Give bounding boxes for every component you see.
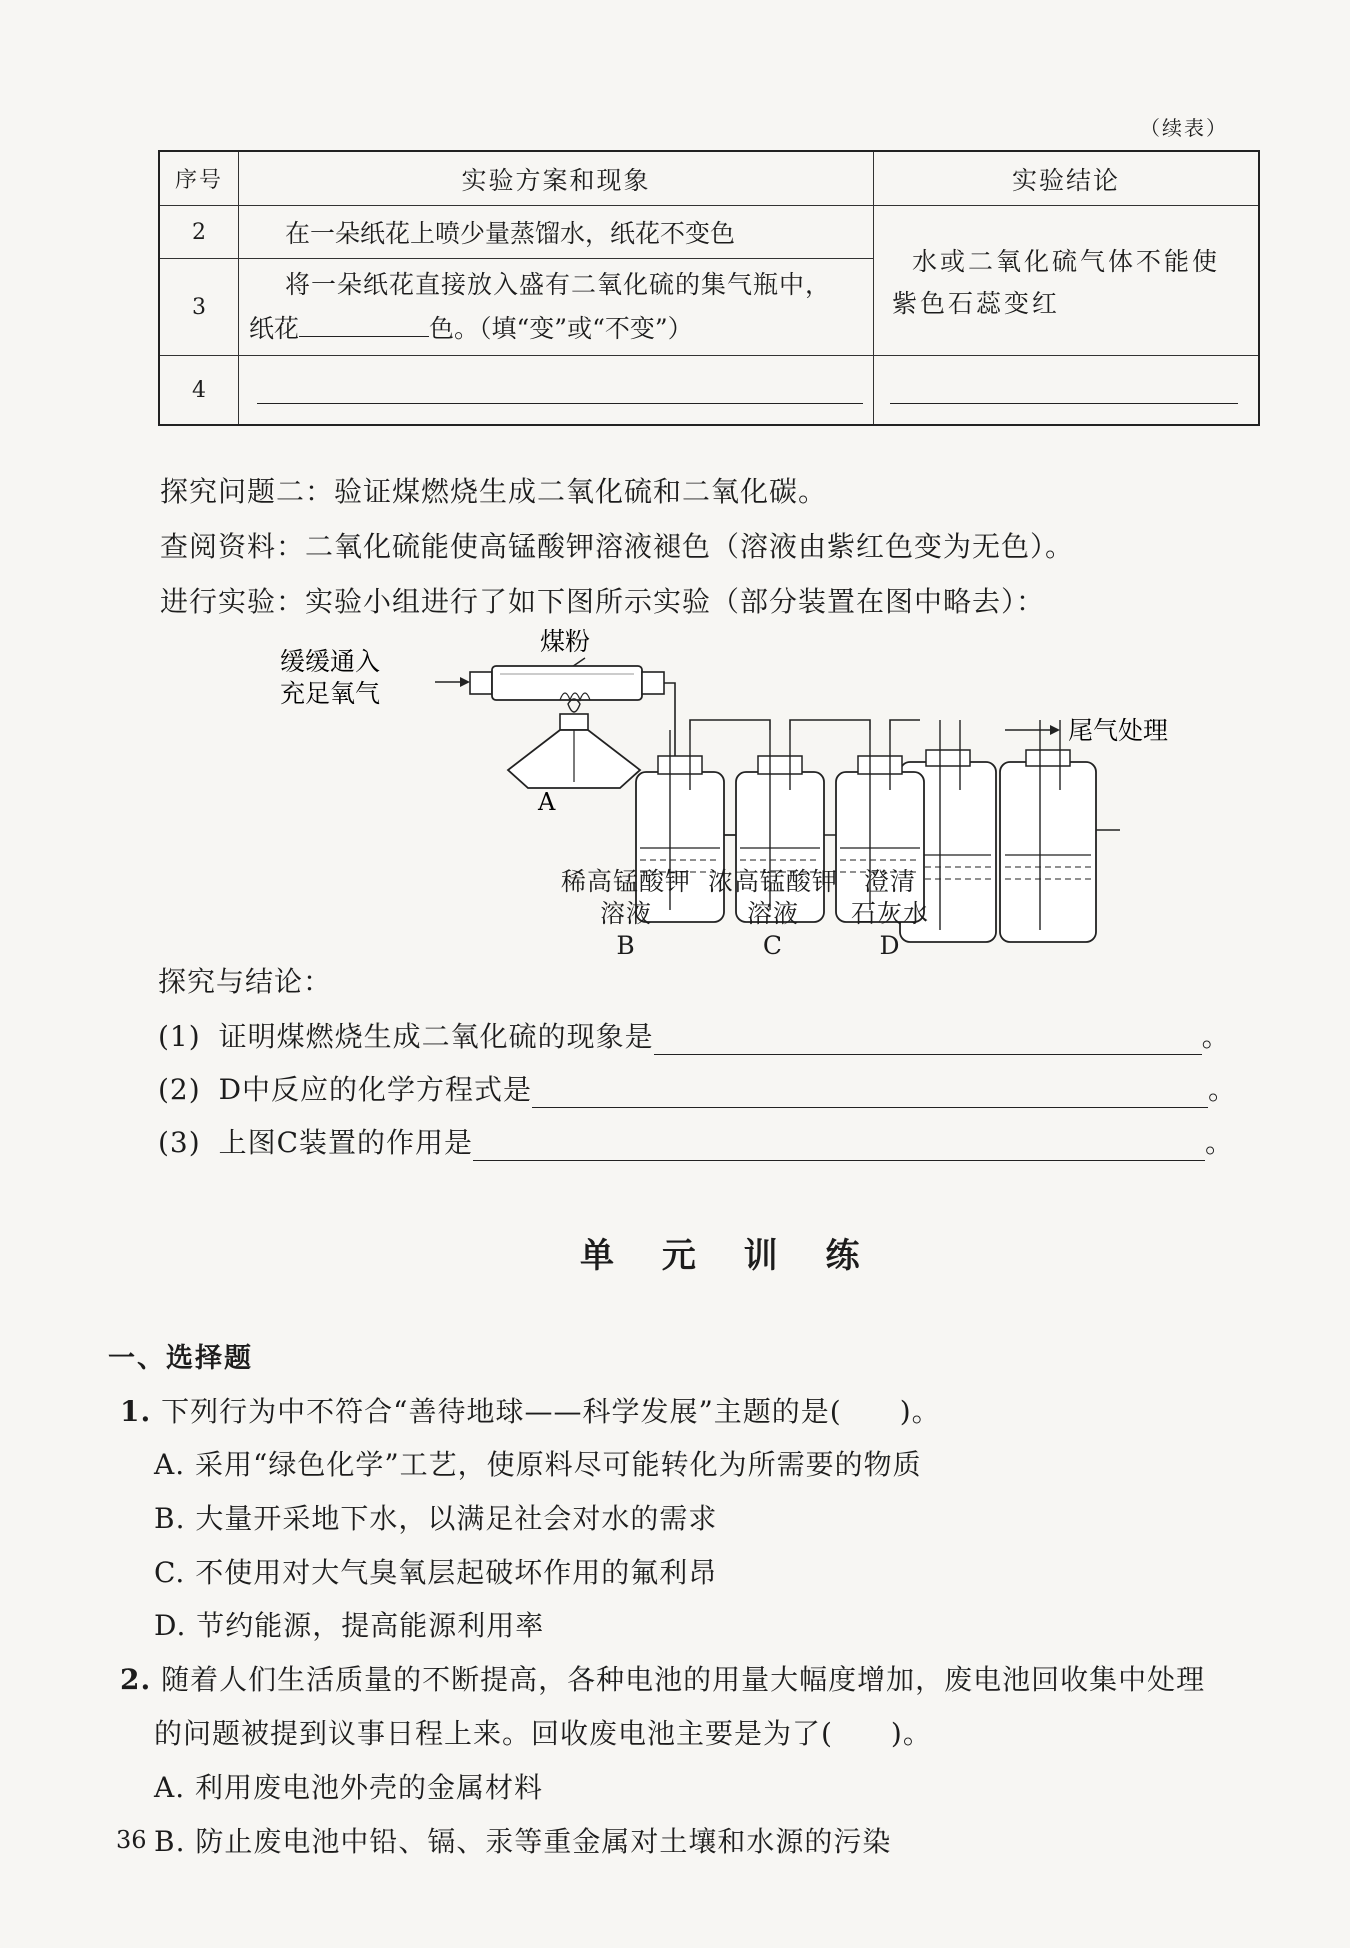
option-c[interactable]: C. 不使用对大气臭氧层起破坏作用的氟利昂 [154,1556,718,1589]
question-stem: 随着人们生活质量的不断提高，各种电池的用量大幅度增加，废电池回收集中处理 [161,1663,1206,1696]
experiment-table [158,150,1260,426]
page-number: 36 [116,1826,147,1854]
label-d-group [840,866,940,962]
option-d[interactable]: D. 节约能源，提高能源利用率 [154,1609,545,1642]
question-1 [158,1015,1268,1055]
label-d-line2: 石灰水 [850,899,929,928]
row-conclusion [874,356,1260,426]
label-c-group [703,866,843,962]
table-header-row [159,151,1259,206]
conclusion-title: 探究与结论： [158,965,333,998]
exhaust-label: 尾气处理 [1068,716,1169,745]
mc-question-1 [120,1390,941,1430]
period: 。 [1205,1126,1235,1159]
question-3 [158,1121,1268,1161]
label-b-line2: 溶液 [599,899,652,928]
row-no: 3 [159,259,239,356]
spacer [950,715,958,723]
plan-suffix: 色。（填“变”或“不变”） [429,314,693,343]
question-number: (3) [158,1126,201,1159]
row-no: 2 [159,206,239,259]
question-stem-cont: 的问题被提到议事日程上来。回收废电池主要是为了( )。 [154,1717,932,1750]
label-d-line1: 澄清 [863,867,916,896]
answer-blank[interactable] [890,371,1238,404]
option-a[interactable]: A. 采用“绿色化学”工艺，使原料尽可能转化为所需要的物质 [154,1448,922,1481]
inlet-label: 充足氧气 [280,679,381,708]
header-conclusion: 实验结论 [874,151,1260,206]
row-plan [239,356,874,426]
question-number: 1. [120,1395,152,1428]
plan-prefix: 纸花 [249,314,300,343]
section-heading: 一、选择题 [108,1343,253,1374]
question-text: 上图C装置的作用是 [218,1126,474,1159]
unit-title: 单 元 训 练 [580,1236,878,1276]
period: 。 [1201,1020,1231,1053]
option-b[interactable]: B. 防止废电池中铅、镉、汞等重金属对土壤和水源的污染 [154,1825,892,1858]
question-number: (2) [158,1073,201,1106]
option-b[interactable]: B. 大量开采地下水，以满足社会对水的需求 [154,1502,718,1535]
option-a[interactable]: A. 利用废电池外壳的金属材料 [154,1771,544,1804]
mc-question-2 [120,1658,1205,1698]
coal-label: 煤粉 [540,627,591,656]
question-number: 2. [120,1663,152,1696]
combustion-tube [470,666,664,700]
question-text: D中反应的化学方程式是 [218,1073,533,1106]
table-row [159,356,1259,426]
reference-text: 查阅资料：二氧化硫能使高锰酸钾溶液褪色（溶液由紫红色变为无色）。 [160,530,1075,563]
table-row [159,206,1259,259]
plan-text: 在一朵纸花上喷少量蒸馏水，纸花不变色 [285,219,736,248]
label-c: C [762,931,784,960]
plan-text-a: 将一朵纸花直接放入盛有二氧化硫的集气瓶中， [285,270,832,299]
question-2 [158,1068,1268,1108]
question-text: 证明煤燃烧生成二氧化硫的现象是 [218,1020,654,1053]
answer-blank[interactable] [473,1132,1205,1161]
label-b-group [556,866,696,962]
answer-blank[interactable] [654,1026,1202,1055]
conclusion-text: 水或二氧化硫气体不能使紫色石蕊变红 [892,246,1221,318]
experiment-text: 进行实验：实验小组进行了如下图所示实验（部分装置在图中略去）： [160,585,1046,618]
continued-label: （续表） [1140,116,1228,140]
label-a: A [538,788,556,816]
question-stem: 下列行为中不符合“善待地球——科学发展”主题的是( )。 [161,1395,941,1428]
header-plan: 实验方案和现象 [239,151,874,206]
label-b: B [616,931,636,960]
row-plan [239,206,874,259]
answer-blank[interactable] [299,312,429,337]
question-number: (1) [158,1020,201,1053]
conclusion-cell [874,206,1260,356]
answer-blank[interactable] [532,1079,1208,1108]
row-plan [239,259,874,356]
period: 。 [1208,1073,1238,1106]
header-no: 序号 [159,151,239,206]
label-d: D [879,931,901,960]
plan-text-b [249,307,863,351]
label-b-line1: 稀高锰酸钾 [560,867,691,896]
label-c-line1: 浓高锰酸钾 [707,867,838,896]
answer-blank[interactable] [257,371,863,404]
inlet-label: 缓缓通入 [280,647,381,676]
inquiry-2: 探究问题二：验证煤燃烧生成二氧化硫和二氧化碳。 [160,475,828,508]
label-c-line2: 溶液 [746,899,799,928]
row-no: 4 [159,356,239,426]
